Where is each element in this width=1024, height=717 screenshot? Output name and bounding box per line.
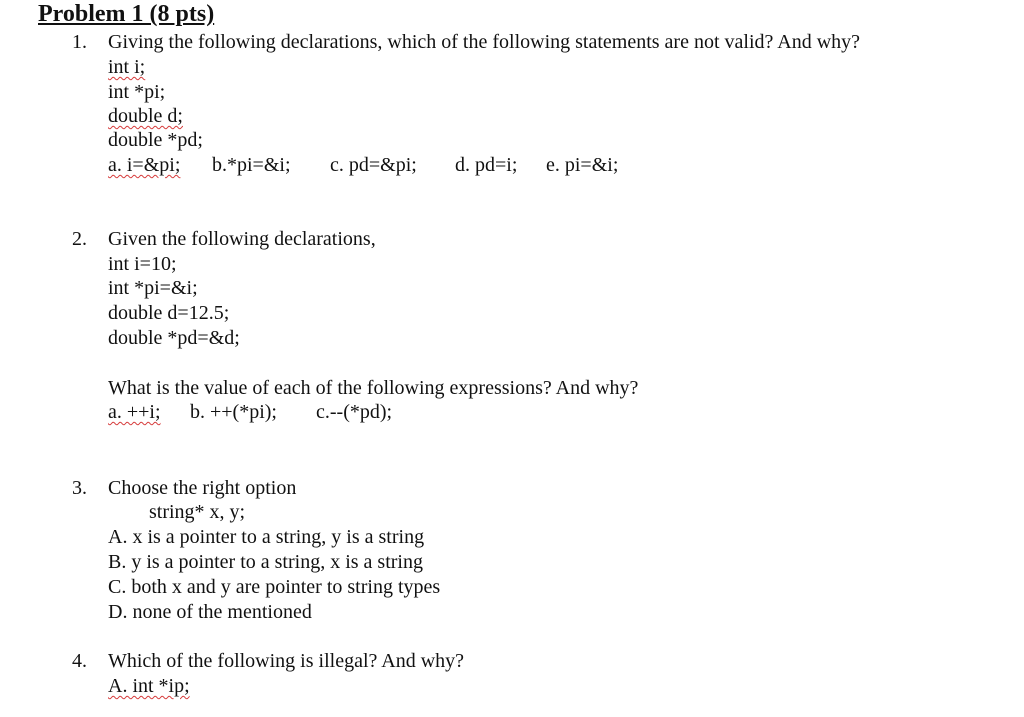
- q1-prompt: Giving the following declarations, which of the following statements are not valid? And why?: [108, 31, 861, 53]
- q2-question: What is the value of each of the following expressions? And why?: [108, 377, 639, 399]
- q1-decl-4: double *pd;: [108, 129, 203, 151]
- q1-option-c: c. pd=&pi;: [330, 154, 417, 176]
- q4-choice-a: A. int *ip;: [108, 675, 190, 697]
- q1-number: 1.: [72, 31, 87, 53]
- problem-title: Problem 1 (8 pts): [38, 1, 215, 27]
- q2-number: 2.: [72, 228, 87, 250]
- q2-decl-4: double *pd=&d;: [108, 327, 240, 349]
- q4-prompt: Which of the following is illegal? And why?: [108, 650, 465, 672]
- q1-option-a: a. i=&pi;: [108, 154, 181, 176]
- q2-prompt: Given the following declarations,: [108, 228, 376, 250]
- q3-prompt: Choose the right option: [108, 477, 297, 499]
- q1-decl-2: int *pi;: [108, 81, 166, 103]
- q1-option-d: d. pd=i;: [455, 154, 518, 176]
- q2-decl-1: int i=10;: [108, 253, 177, 275]
- q1-option-e: e. pi=&i;: [546, 154, 619, 176]
- q3-choice-b: B. y is a pointer to a string, x is a string: [108, 551, 423, 573]
- q3-number: 3.: [72, 477, 87, 499]
- q2-option-a: a. ++i;: [108, 401, 161, 423]
- q3-choice-d: D. none of the mentioned: [108, 601, 312, 623]
- q2-option-b: b. ++(*pi);: [190, 401, 277, 423]
- q3-code: string* x, y;: [149, 501, 246, 523]
- q1-option-b: b.*pi=&i;: [212, 154, 291, 176]
- q4-number: 4.: [72, 650, 87, 672]
- q3-choice-a: A. x is a pointer to a string, y is a string: [108, 526, 425, 548]
- q1-decl-3: double d;: [108, 105, 183, 127]
- q1-decl-1: int i;: [108, 56, 146, 78]
- q2-option-c: c.--(*pd);: [316, 401, 393, 423]
- q2-decl-2: int *pi=&i;: [108, 277, 198, 299]
- q2-decl-3: double d=12.5;: [108, 302, 230, 324]
- q3-choice-c: C. both x and y are pointer to string types: [108, 576, 441, 598]
